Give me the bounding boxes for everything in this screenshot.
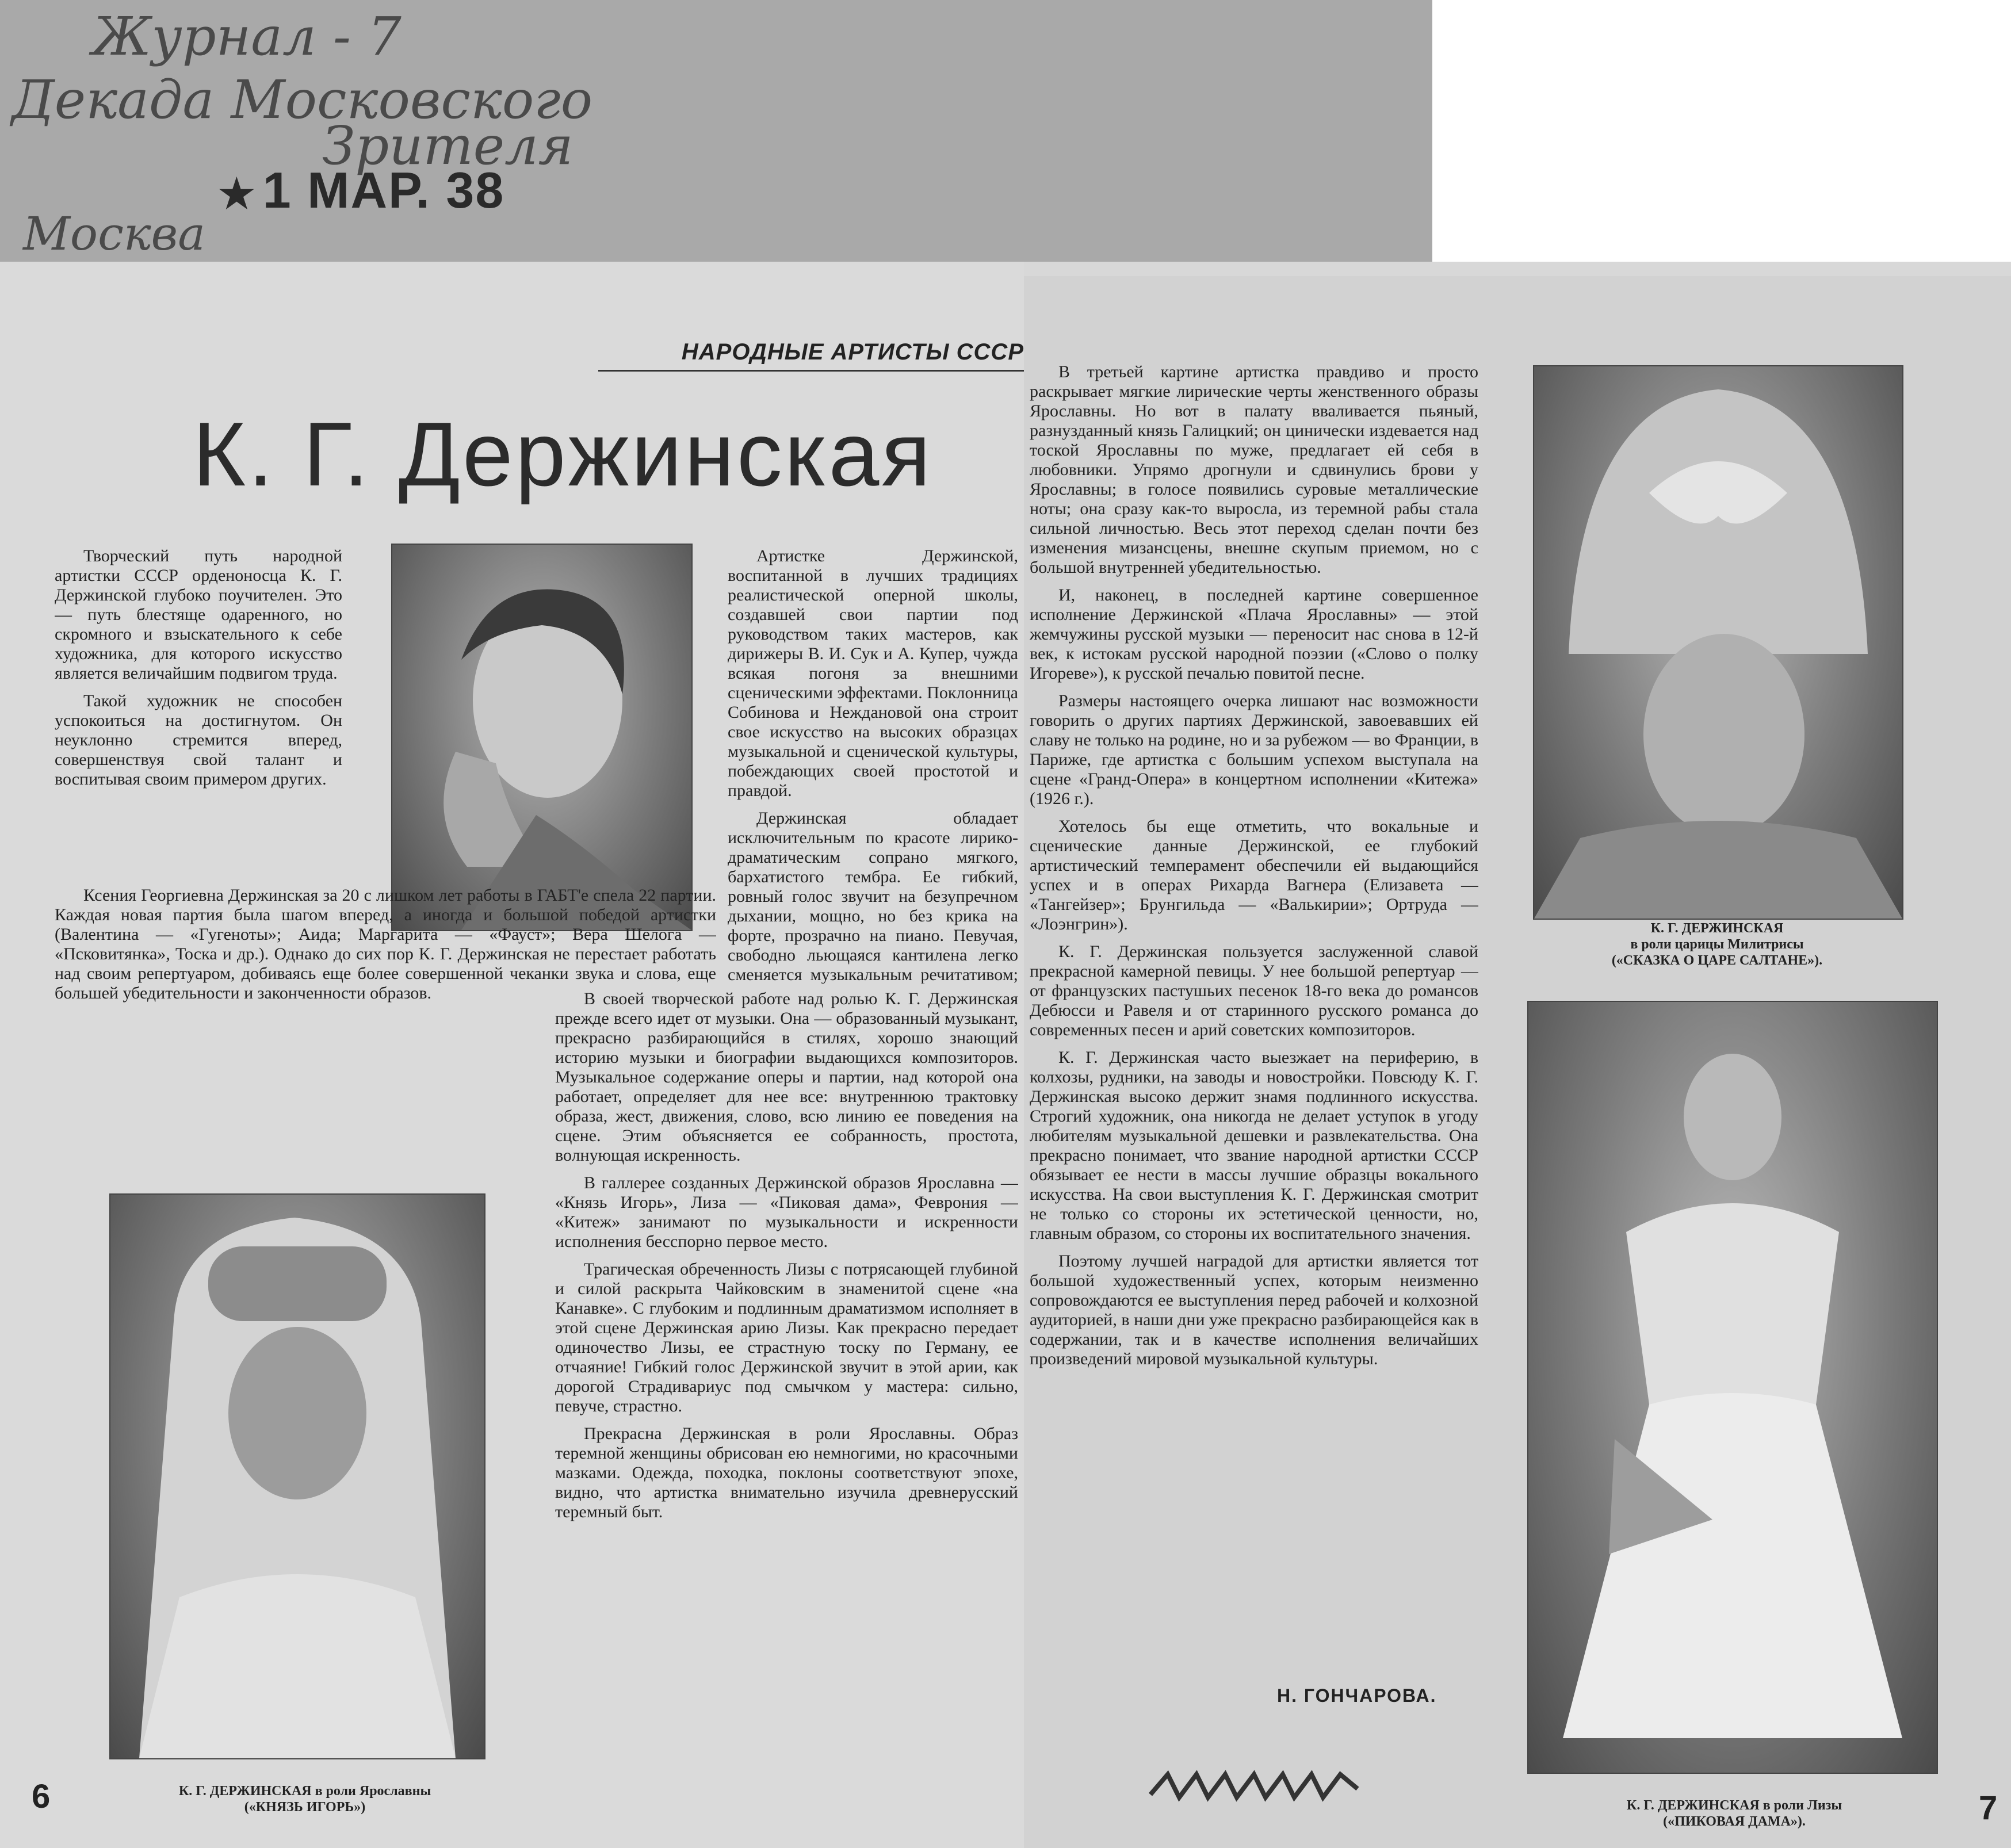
liza-caption — [1547, 1797, 1921, 1830]
militrisa-illustration — [1534, 366, 1902, 919]
paragraph: Хотелось бы еще отметить, что вокальные и сценические данные Держинской, ее глубокий артистический темперамент обеспечили ей выдающийся успех и в операх Рихарда Вагнера (Елизавета — «Тангейзер»; Брунгильда — «Валькирии»; Ортруда — «Лоэнгрин»). — [1030, 817, 1478, 933]
paragraph: Артистке Держинской, воспитанной в лучших традициях реалистической оперной школы, создавшей свои партии под руководством таких мастеров, как дирижеры В. И. Сук и А. Купер, чужда всякая погоня за внешними сценическими эффектами. Поклонница Собинова и Неждановой она строит свое искусство на высоких образцах музыкальной и сценической культуры, побеждающих своей простотой и правдой. — [728, 546, 1018, 800]
portrait-photo — [391, 544, 693, 931]
handwritten-city-note: Москва — [23, 207, 205, 261]
paragraph: К. Г. Держинская часто выезжает на периферию, в колхозы, рудники, на заводы и новостройки. Повсюду К. Г. Держинская высоко держит знамя подлинного искусства. Строгий художник, она никогда не делает уступок в угоду любителям музыкальной дешевки и развлекательства. Она прекрасно понимает, что звание народной артистки СССР обязывает ее нести в массы лучшие образцы вокального искусства. На свои выступления К. Г. Держинская смотрит не только со стороны их эстетической ценности, но, главным образом, со стороны их воспитательного значения. — [1030, 1048, 1478, 1243]
caption-line: К. Г. ДЕРЖИНСКАЯ в роли Лизы — [1626, 1798, 1842, 1813]
paragraph: Поэтому лучшей наградой для артистки является тот большой художественный успех, которым неизменно сопровождаются ее выступления перед рабочей и колхозной аудиторией, в наши дни уже прекрасно разбирающейся как в содержании, так и в качестве исполнения величайших произведений мировой музыкальной культуры. — [1030, 1252, 1478, 1368]
squiggle-ornament — [1145, 1766, 1369, 1806]
paragraph: Размеры настоящего очерка лишают нас возможности говорить о других партиях Держинской, завоевавших ей славу не только на родине, но и за рубежом — во Франции, в Париже, где артистка с большим успехом выступала на сцене «Гранд-Опера» в концертном исполнении «Китежа» (1926 г.). — [1030, 691, 1478, 808]
caption-line: («ПИКОВАЯ ДАМА»). — [1663, 1814, 1806, 1829]
handwritten-journal-note: Журнал - 7 — [92, 6, 402, 67]
article-column-1a — [55, 546, 342, 880]
star-icon: ★ — [219, 171, 256, 216]
caption-line: К. Г. ДЕРЖИНСКАЯ — [1650, 921, 1784, 936]
page-number-left: 6 — [32, 1778, 51, 1815]
date-stamp — [219, 161, 504, 220]
paragraph: И, наконец, в последней картине совершенное исполнение Держинской «Плача Ярославны» — этой жемчужины русской музыки — переносит нас снова в 12-й век, к истокам русской народной поэзии («Слово о полку Игореве»), к русской печалью повитой песне. — [1030, 586, 1478, 683]
article-headline: К. Г. Держинская — [193, 404, 933, 505]
rubric-heading: НАРОДНЫЕ АРТИСТЫ СССР — [598, 339, 1024, 372]
author-signature: Н. ГОНЧАРОВА. — [1277, 1685, 1437, 1706]
date-stamp-text: 1 МАР. 38 — [262, 162, 505, 219]
caption-line: («КНЯЗЬ ИГОРЬ») — [244, 1800, 366, 1815]
article-column-2b — [555, 989, 1018, 1823]
paragraph: К. Г. Держинская пользуется заслуженной славой прекрасной камерной певицы. У нее большой репертуар — от французских пастушьих песенок 18-го века до романсов Дебюсси и Равеля и от старинного русского романса до современных песен и арий советских композиторов. — [1030, 942, 1478, 1039]
yaroslavna-caption — [104, 1783, 506, 1815]
page-number-right: 7 — [1979, 1789, 1998, 1827]
liza-photo — [1527, 1001, 1938, 1774]
paragraph: В своей творческой работе над ролью К. Г. Держинская прежде всего идет от музыки. Она — образованный музыкант, прекрасно разбирающийся в стилях, хорошо знающий историю музыки и биографии выдающихся композиторов. Музыкальное содержание оперы и партии, над которой она работает, определяет для нее все: внутреннюю трактовку образа, жест, движения, слово, всю линию ее поведения на сцене. Этим объясняется ее собранность, простота, волнующая искренность. — [555, 989, 1018, 1165]
paragraph: Трагическая обреченность Лизы с потрясающей глубиной и силой раскрыта Чайковским в знаменитой сцене «на Канавке». С глубоким и подлинным драматизмом исполняет в этой сцене Держинская арию Лизы. Как прекрасно передает одиночество Лизы, ее страстную тоску по Герману, ее отчаяние! Гибкий голос Держинской звучит в этой арии, как дорогой Страдивариус под смычком у мастера: сильно, певуче, страстно. — [555, 1260, 1018, 1415]
militrisa-caption — [1521, 920, 1913, 969]
paragraph: Творческий путь народной артистки СССР орденоносца К. Г. Держинской глубоко поучителен. Это — путь блестяще одаренного, но скромного и взыскательного к себе художника, для которого искусство является величайшим подвигом труда. — [55, 546, 342, 683]
article-column-2a — [728, 546, 1018, 984]
paragraph: Ксения Георгиевна Держинская за 20 с лишком лет работы в ГАБТ'е спела 22 партии. Каждая новая партия была шагом вперед, а иногда и большой победой артистки (Валентина — «Гугеноты»; Аида; Маргарита — «Фауст»; Вера Шелога — «Псковитянка», Тоска и др.). Однако до сих пор К. Г. Держинская не перестает работать над своим репертуаром, добиваясь еще более совершенной чеканки звука и слова, еще большей убедительности и законченности образов. — [55, 886, 716, 1003]
paragraph: В третьей картине артистка правдиво и просто раскрывает мягкие лирические черты женственного образы Ярославны. Но вот в палату вваливается пьяный, разнузданный князь Галицкий; он цинически издевается над тоской Ярославны по муже, предлагает ей себя в любовники. Упрямо дрогнули и сдвинулись брови у Ярославны; в голосе появились суровые металлические ноты; она сразу как-то выросла, из теремной рабы стала сильной личностью. Весь этот переход сделан почти без изменения мизансцены, внешне скупым приемом, но с большой внутренней убедительностью. — [1030, 362, 1478, 577]
paragraph: В галлерее созданных Держинской образов Ярославна — «Князь Игорь», Лиза — «Пиковая дама», Феврония — «Китеж» занимают по музыкальности и искренности исполнения бесспорно первое место. — [555, 1173, 1018, 1251]
caption-line: в роли царицы Милитрисы — [1630, 937, 1804, 952]
paragraph: Прекрасна Держинская в роли Ярославны. Образ теремной женщины обрисован ею немногими, но красочными мазками. Одежда, походка, поклоны соответствуют эпохе, видно, что артистка внимательно изучила древнерусский теремный быт. — [555, 1424, 1018, 1521]
caption-line: («СКАЗКА О ЦАРЕ САЛТАНЕ»). — [1611, 953, 1823, 968]
militrisa-photo — [1533, 365, 1903, 920]
liza-illustration — [1528, 1002, 1937, 1773]
caption-line: К. Г. ДЕРЖИНСКАЯ в роли Ярославны — [178, 1784, 431, 1799]
paragraph: Держинская обладает исключительным по красоте лирико-драматическим сопрано мягкого, бархатистого тембра. Ее гибкий, ровный голос звучит на безупречном дыхании, мощно, но без крика на форте, прозрачно на пиано. Певучая, свободно льющаяся кантилена легко сменяется музыкальным речитативом; — [728, 809, 1018, 984]
handwritten-publication-note: Декада Московского — [12, 69, 593, 131]
yaroslavna-photo — [109, 1193, 485, 1759]
article-column-3 — [1030, 362, 1478, 1674]
paragraph: Такой художник не способен успокоиться на достигнутом. Он неуклонно стремится вперед, совершенствуя свой талант и воспитывая своим примером других. — [55, 691, 342, 789]
portrait-illustration — [392, 545, 691, 930]
handwritten-publication-note-2: Зрителя — [322, 115, 574, 177]
yaroslavna-illustration — [110, 1195, 484, 1758]
